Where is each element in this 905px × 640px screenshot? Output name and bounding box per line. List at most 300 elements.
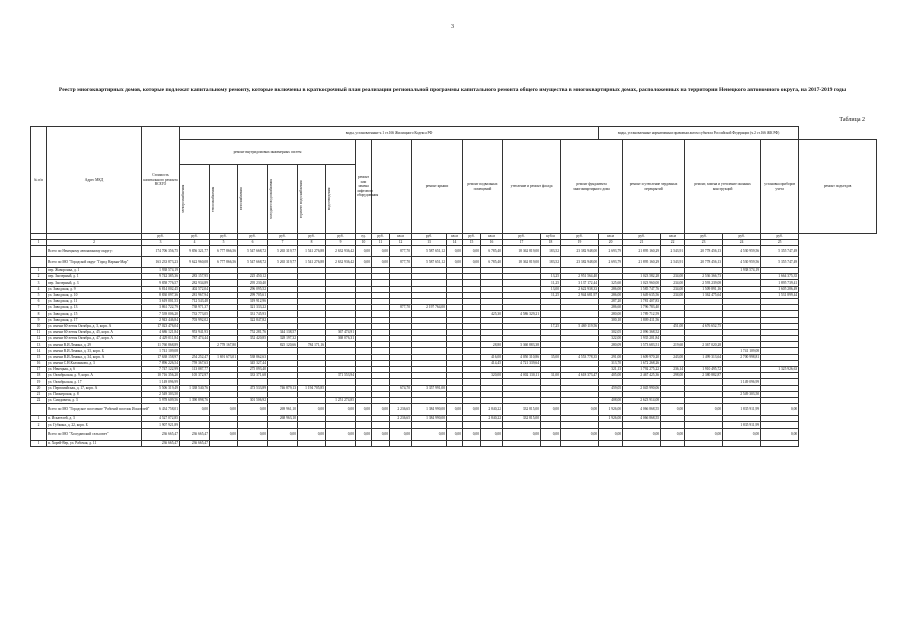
row-number <box>31 404 47 416</box>
value-cell: 414,45 <box>481 360 503 366</box>
value-cell: 4 002 130,11 <box>503 373 541 379</box>
column-number-cell: 5 <box>210 240 238 246</box>
address-cell: ул. Октябрьская, д. 9, корп. А <box>47 373 142 379</box>
value-cell: 1 541 276,88 <box>298 246 326 257</box>
value-cell: 2 943 446,84 <box>142 317 180 323</box>
value-cell: 2 197 764,00 <box>412 305 447 311</box>
column-number-cell: 20 <box>599 240 623 246</box>
value-cell: 405,00 <box>599 373 623 379</box>
value-cell: 1 023 960,00 <box>623 280 661 286</box>
value-cell: 2 549 303,50 <box>142 391 180 397</box>
header-floors: ремонт и утепление чердачных перекрытий <box>623 140 685 234</box>
column-number-cell: 15 <box>463 240 481 246</box>
header-group-b: виды, установленные нормативным правовым актом субъекта Российской Федерации (ч.2 ст.166 ЖК РФ) <box>599 127 799 140</box>
value-cell: 4 066 868,55 <box>623 404 661 416</box>
value-cell: 105 372,97 <box>180 373 210 379</box>
value-cell: 0,00 <box>463 246 481 257</box>
value-cell: 17 638 158,97 <box>142 354 180 360</box>
address-cell: Всего по МО "Городской округ "Город Нарьян-Мар" <box>47 257 142 268</box>
value-cell: 282 934,89 <box>180 280 210 286</box>
value-cell: 4 530 959,56 <box>723 257 761 268</box>
unit-cell: руб. <box>180 234 210 240</box>
value-cell: 11 760 868,89 <box>142 342 180 348</box>
value-cell: 1 390 898,76 <box>180 397 210 403</box>
value-cell <box>661 440 685 446</box>
value-cell: 300,10 <box>599 317 623 323</box>
value-cell: 234,00 <box>661 286 685 292</box>
row-number: 1 <box>31 416 47 422</box>
value-cell: 3 357 991,00 <box>412 385 447 391</box>
unit-cell: руб. <box>412 234 447 240</box>
registry-table-wrapper <box>30 126 877 481</box>
value-cell: 1 895 739,41 <box>761 280 799 286</box>
value-cell: 236 665,47 <box>142 440 180 446</box>
value-cell: 2 467 425,36 <box>623 373 661 379</box>
column-number-cell: 10 <box>356 240 372 246</box>
value-cell: 287,20 <box>599 298 623 304</box>
value-cell: 2 543,91 <box>661 257 685 268</box>
value-cell: 367 474,91 <box>326 329 356 335</box>
value-cell: 13,00 <box>541 286 561 292</box>
value-cell: 1 605 286,49 <box>761 286 799 292</box>
page-number: 3 <box>451 24 454 30</box>
unit-cell: кв.м <box>390 234 412 240</box>
value-cell <box>447 440 463 446</box>
unit-cell: руб. <box>238 234 268 240</box>
value-cell: 9 856 321,77 <box>180 246 210 257</box>
header-lift: ремонт или замена лифтового оборудования <box>356 140 372 234</box>
value-cell: 0,00 <box>298 404 326 416</box>
row-number: 1 <box>31 440 47 446</box>
value-cell: 23 382 948,00 <box>561 246 599 257</box>
value-cell <box>623 440 661 446</box>
value-cell: 877,70 <box>390 305 412 311</box>
value-cell: 0,00 <box>326 428 356 440</box>
value-cell: 0,00 <box>298 428 326 440</box>
value-cell: 1 938 574,19 <box>723 268 761 274</box>
value-cell: 0,00 <box>180 404 210 416</box>
value-cell: 352 420,85 <box>238 336 268 342</box>
value-cell: 5 978 609,56 <box>142 397 180 403</box>
value-cell: 291,00 <box>599 354 623 360</box>
value-cell: 0,00 <box>356 404 372 416</box>
value-cell <box>326 440 356 446</box>
value-cell <box>541 440 561 446</box>
address-cell: ул. Заводская, д. 9 <box>47 286 142 292</box>
value-cell: 712 543,48 <box>180 298 210 304</box>
header-net-col: теплоснабжения <box>210 165 238 234</box>
value-cell: 2 693,79 <box>599 246 623 257</box>
value-cell: 5 587 651,12 <box>412 257 447 268</box>
value-cell: 0,00 <box>503 428 541 440</box>
value-cell <box>761 440 799 446</box>
column-number-cell: 11 <box>372 240 390 246</box>
value-cell: 9 858 776,57 <box>142 280 180 286</box>
value-cell: 4 586 329,21 <box>503 311 541 317</box>
value-cell: 1 691 673,01 <box>210 354 238 360</box>
value-cell <box>210 440 238 446</box>
unit-cell: руб. <box>561 234 599 240</box>
value-cell: 2 778 167,80 <box>210 342 238 348</box>
unit-cell: руб. <box>372 234 390 240</box>
column-number-cell: 1 <box>31 240 47 246</box>
header-num: № п/п <box>31 127 47 234</box>
summary-row <box>31 428 877 440</box>
value-cell: 322 847,82 <box>238 317 268 323</box>
value-cell: 402 572,04 <box>180 286 210 292</box>
value-cell: 0,00 <box>463 404 481 416</box>
value-cell: 20 778 456,13 <box>685 257 723 268</box>
address-cell: п. Искателей, д. 3 <box>47 416 142 422</box>
header-basement: ремонт подвальных помещений <box>463 140 503 234</box>
value-cell: 1 149 096,99 <box>142 379 180 385</box>
value-cell: 31,00 <box>541 373 561 379</box>
value-cell: 0,00 <box>463 428 481 440</box>
row-number: 20 <box>31 385 47 391</box>
value-cell: 320,00 <box>481 373 503 379</box>
value-cell: 286,60 <box>599 305 623 311</box>
value-cell: 1 023 582,28 <box>623 274 661 280</box>
address-cell: пер. Жаворонка, д. 1 <box>47 268 142 274</box>
value-cell: 1 672 268,26 <box>623 360 661 366</box>
value-cell: 1 792 275,22 <box>623 367 661 373</box>
value-cell: 6 814 002,45 <box>142 286 180 292</box>
value-cell <box>503 440 541 446</box>
unit-cell: руб. <box>723 234 761 240</box>
column-number-cell: 12 <box>390 240 412 246</box>
column-number-cell: 21 <box>623 240 661 246</box>
value-cell: 9 622 960,08 <box>180 257 210 268</box>
value-cell: 0,00 <box>561 428 599 440</box>
value-cell: 183,52 <box>541 257 561 268</box>
value-cell: 0,00 <box>390 428 412 440</box>
value-cell: 1 541 276,88 <box>298 257 326 268</box>
value-cell: 1 384 990,00 <box>412 404 447 416</box>
column-number-cell: 18 <box>541 240 561 246</box>
value-cell: 17,25 <box>541 323 561 329</box>
value-cell: 371 553,94 <box>326 373 356 379</box>
value-cell: 4 721 339,64 <box>503 360 541 366</box>
value-cell: 275 093,40 <box>238 367 268 373</box>
value-cell: 183,52 <box>541 246 561 257</box>
value-cell: 787 474,44 <box>180 336 210 342</box>
value-cell: 11,25 <box>541 292 561 298</box>
value-cell: 11,25 <box>541 280 561 286</box>
value-cell: 2 367 020,28 <box>685 342 723 348</box>
value-cell: 3 137 172,44 <box>561 280 599 286</box>
address-cell: ул. Заводская, д. 13 <box>47 305 142 311</box>
row-number: 18 <box>31 373 47 379</box>
value-cell: 0,00 <box>372 246 390 257</box>
header-group-a: виды, установленные ч.1 ст.166 Жилищного Кодекса РФ <box>180 127 599 140</box>
value-cell: 2 536 366,73 <box>685 274 723 280</box>
value-cell: 1 910 495,72 <box>685 367 723 373</box>
value-cell <box>298 440 326 446</box>
row-number: 12 <box>31 336 47 342</box>
value-cell: 321 333,22 <box>238 305 268 311</box>
value-cell: 0,00 <box>412 428 447 440</box>
value-cell: 5 506 319,49 <box>142 385 180 391</box>
value-cell: 325,60 <box>599 280 623 286</box>
value-cell: 0,00 <box>356 246 372 257</box>
unit-cell: руб. <box>268 234 298 240</box>
address-cell: Всего по Ненецкому автономному округу: <box>47 246 142 257</box>
summary-row <box>31 404 877 416</box>
value-cell: 322,00 <box>599 336 623 342</box>
column-number-cell: 8 <box>298 240 326 246</box>
value-cell: 752 281,76 <box>238 329 268 335</box>
summary-row <box>31 257 877 268</box>
value-cell: 21 895 160,29 <box>623 246 661 257</box>
column-number-cell: 4 <box>180 240 210 246</box>
value-cell: 2 632 936,42 <box>326 257 356 268</box>
address-cell: ул. Смидовича, д. 3 <box>47 397 142 403</box>
value-cell: 313,70 <box>599 360 623 366</box>
value-cell: 1 509 891,16 <box>685 286 723 292</box>
value-cell <box>356 440 372 446</box>
address-cell: ул. Октябрьская, д. 17 <box>47 379 142 385</box>
value-cell: 269 961,10 <box>268 404 298 416</box>
value-cell: 219,60 <box>661 342 685 348</box>
value-cell: 3 619 001,53 <box>142 298 180 304</box>
value-cell: 0,00 <box>210 428 238 440</box>
address-cell: ул. имени В.И.Ленина, д. 34, корп. А <box>47 354 142 360</box>
value-cell <box>268 440 298 446</box>
value-cell: 5 587 651,12 <box>412 246 447 257</box>
value-cell: 1 531 899,44 <box>761 292 799 298</box>
value-cell: 7 539 006,20 <box>142 311 180 317</box>
value-cell: 319 912,96 <box>238 298 268 304</box>
value-cell <box>463 440 481 446</box>
value-cell: 286,00 <box>599 292 623 298</box>
value-cell: 0,00 <box>447 404 463 416</box>
row-number: 6 <box>31 298 47 304</box>
value-cell: 6 785,40 <box>481 246 503 257</box>
value-cell: 243,00 <box>661 354 685 360</box>
value-cell: 784 171,16 <box>298 342 326 348</box>
value-cell: 6 777 866,56 <box>210 257 238 268</box>
row-number: 17 <box>31 367 47 373</box>
value-cell: 1 384 990,00 <box>412 416 447 422</box>
value-cell: 4 686 121,84 <box>142 329 180 335</box>
value-cell: 5 355 747,49 <box>761 246 799 257</box>
value-cell: 286,00 <box>599 286 623 292</box>
address-cell: ул. Ненецкая, д. 6 <box>47 367 142 373</box>
value-cell: 0,00 <box>238 404 268 416</box>
row-number: 9 <box>31 317 47 323</box>
address-cell: ул. имени 60-летия Октября, д. 47, корп. А <box>47 336 142 342</box>
header-address: Адрес МКД <box>47 127 142 234</box>
value-cell: 0,00 <box>447 257 463 268</box>
registry-table <box>30 126 877 447</box>
address-cell: ул. Заводская, д. 11 <box>47 298 142 304</box>
column-number-cell: 19 <box>561 240 599 246</box>
unit-cell: кв.м <box>447 234 463 240</box>
row-number: 4 <box>31 286 47 292</box>
value-cell: 13,25 <box>541 274 561 280</box>
value-cell: 234,00 <box>661 280 685 286</box>
value-cell: 4 553 778,35 <box>561 354 599 360</box>
value-cell: 703 992,02 <box>180 317 210 323</box>
header-meters: установка приборов учета <box>761 140 799 234</box>
address-cell: ул. имени 60-летия Октября, д. 45, корп. А <box>47 329 142 335</box>
value-cell: 733 773,05 <box>180 311 210 317</box>
value-cell: 738 971,37 <box>180 305 210 311</box>
value-cell: 0,00 <box>372 404 390 416</box>
value-cell: 877,70 <box>390 257 412 268</box>
value-cell: 280,00 <box>599 311 623 317</box>
header-lift-repair <box>372 140 412 234</box>
address-cell: ул. имени 60-летия Октября, д. 3, корп. А <box>47 323 142 329</box>
value-cell: 5 265 319,77 <box>268 257 298 268</box>
column-number-cell: 24 <box>723 240 761 246</box>
address-cell: ул. Первомайская, д. 17, корп. А <box>47 385 142 391</box>
value-cell: 451,00 <box>661 323 685 329</box>
value-cell: 1 789 712,59 <box>623 311 661 317</box>
value-cell: 0,00 <box>356 257 372 268</box>
value-cell: 0,00 <box>210 404 238 416</box>
value-cell: 759 367,63 <box>180 360 210 366</box>
value-cell: 236 665,47 <box>180 428 210 440</box>
value-cell: 328 197,32 <box>268 336 298 342</box>
row-number: 11 <box>31 329 47 335</box>
value-cell: 9 742 385,36 <box>142 274 180 280</box>
value-cell: 113 087,77 <box>180 367 210 373</box>
column-number-cell: 7 <box>268 240 298 246</box>
value-cell: 18 362 819,00 <box>503 246 541 257</box>
value-cell: 0,00 <box>661 428 685 440</box>
header-net-col: горячего водоснабжения <box>298 165 326 234</box>
value-cell: 0,00 <box>561 404 599 416</box>
value-cell: 163 233 873,23 <box>142 257 180 268</box>
value-cell: 459,05 <box>599 385 623 391</box>
value-cell: 1 194 705,85 <box>298 385 326 391</box>
value-cell: 1 573 683,51 <box>623 342 661 348</box>
address-cell: ул. имени В.И.Ленина, д. 33, корп. Б <box>47 348 142 354</box>
address-cell: ул. Заводская, д. 17 <box>47 317 142 323</box>
value-cell: 0,00 <box>761 404 799 416</box>
value-cell <box>685 440 723 446</box>
value-cell: 35,00 <box>541 354 561 360</box>
value-cell: 4 066 868,55 <box>623 416 661 422</box>
value-cell: 368 076,31 <box>326 336 356 342</box>
row-number: 16 <box>31 360 47 366</box>
column-number-cell: 6 <box>238 240 268 246</box>
value-cell: 538 862,63 <box>238 354 268 360</box>
unit-cell: руб. <box>761 234 799 240</box>
value-cell: 2 840,22 <box>481 416 503 422</box>
row-number: 2 <box>31 422 47 428</box>
unit-cell: кв.м <box>481 234 503 240</box>
value-cell: 5 547 668,72 <box>238 246 268 257</box>
address-cell: ул. Пионерская, д. 8 <box>47 391 142 397</box>
value-cell: 4 618 373,47 <box>561 373 599 379</box>
table-row <box>31 440 877 446</box>
value-cell: 8 830 097,36 <box>142 292 180 298</box>
column-number-cell: 25 <box>761 240 799 246</box>
value-cell: 283 157,95 <box>180 274 210 280</box>
value-cell: 1 938 574,19 <box>142 268 180 274</box>
value-cell: 0,00 <box>463 257 481 268</box>
value-cell: 0,00 <box>238 428 268 440</box>
row-number: 1 <box>31 268 47 274</box>
value-cell: 302,05 <box>599 329 623 335</box>
row-number: 3 <box>31 280 47 286</box>
value-cell: 825 120,66 <box>268 342 298 348</box>
header-windows: ремонт, замена и утепление оконных конструкций <box>685 140 761 234</box>
value-cell <box>238 440 268 446</box>
unit-cell: руб. <box>623 234 661 240</box>
column-number-cell: 9 <box>326 240 356 246</box>
value-cell: 1 585 747,76 <box>623 286 661 292</box>
value-cell: 2 632 936,42 <box>326 246 356 257</box>
value-cell: 3 360 883,38 <box>503 342 541 348</box>
address-cell: ул. Заводская, д. 15 <box>47 311 142 317</box>
unit-cell: куб.м <box>541 234 561 240</box>
value-cell: 20 778 456,13 <box>685 246 723 257</box>
value-cell: 1 499 313,64 <box>685 354 723 360</box>
value-cell: 3 861 722,79 <box>142 305 180 311</box>
row-number: 19 <box>31 379 47 385</box>
value-cell: 0,00 <box>356 428 372 440</box>
value-cell: 1 741 109,08 <box>723 348 761 354</box>
value-cell: 1 149 096,99 <box>723 379 761 385</box>
row-number: 7 <box>31 305 47 311</box>
value-cell: 7 896 226,54 <box>142 360 180 366</box>
value-cell: 0,00 <box>685 404 723 416</box>
value-cell: 0,00 <box>599 428 623 440</box>
value-cell: 1 664 375,35 <box>761 274 799 280</box>
column-number-cell: 22 <box>661 240 685 246</box>
value-cell: 0,00 <box>268 428 298 440</box>
value-cell: 746 879,13 <box>268 385 298 391</box>
value-cell: 953 941,93 <box>180 329 210 335</box>
value-cell: 298,00 <box>661 373 685 379</box>
column-number-cell: 13 <box>412 240 447 246</box>
address-cell: Всего по МО "Хоседаюский сельсовет" <box>47 428 142 440</box>
address-cell: Всего по МО "Городское поселение "Рабочий поселок Искателей" <box>47 404 142 416</box>
header-networks: ремонт внутридомовых инженерных систем <box>180 140 356 165</box>
unit-cell: кв.м <box>661 234 685 240</box>
value-cell: 174 706 356,75 <box>142 246 180 257</box>
value-cell: 345 327,44 <box>238 360 268 366</box>
unit-cell: руб. <box>298 234 326 240</box>
unit-cell: руб. <box>503 234 541 240</box>
value-cell: 0,00 <box>481 428 503 440</box>
value-cell: 333 371,68 <box>238 373 268 379</box>
value-cell: 0,00 <box>372 428 390 440</box>
row-number: 22 <box>31 397 47 403</box>
value-cell: 6 434 758,01 <box>142 404 180 416</box>
value-cell: 425,30 <box>481 311 503 317</box>
value-cell: 674,70 <box>390 385 412 391</box>
value-cell: 254 252,47 <box>180 354 210 360</box>
address-cell: ул. Заводская, д. 10 <box>47 292 142 298</box>
value-cell: 331 745,93 <box>238 311 268 317</box>
value-cell: 0,00 <box>541 428 561 440</box>
value-cell: 280,09 <box>599 342 623 348</box>
value-cell: 2 593 239,08 <box>685 280 723 286</box>
value-cell: 21 895 160,29 <box>623 257 661 268</box>
value-cell: 18 362 819,00 <box>503 257 541 268</box>
value-cell: 0,00 <box>447 246 463 257</box>
column-number-cell: 16 <box>481 240 503 246</box>
summary-row <box>31 246 877 257</box>
value-cell <box>481 440 503 446</box>
value-cell: 1 609 970,20 <box>623 354 661 360</box>
value-cell: 1 338 540,76 <box>180 385 210 391</box>
column-number-cell: 23 <box>685 240 723 246</box>
